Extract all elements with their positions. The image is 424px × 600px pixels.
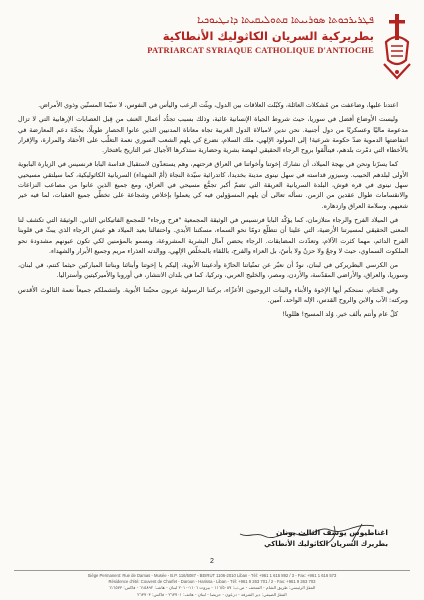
closing-greeting: كلّ عام وأنتم بألف خير. وُلد المسيح! هللويا! (282, 310, 398, 319)
letterhead (0, 0, 424, 96)
paragraph: كما يسرّنا ونحن في بهجة الميلاد، أن نشارك إخوتنا وأخواتنا في العراق فرحتهم، وهم يستعدّون لاستقبال قداسة البابا فرنسيس في الزيارة البابوية الأولى لبلدهم الحبيب. وسيزور قداسته في سهل نينوى مدينة بخديدا، كاتدرائية سيّدة النجاة (أمّ الشهداء) السريانية الكاثوليكية، كما سيلتقي مسيحيي سهل نينوى في قره قوش، البلدة السريانية العريقة التي تضمّ أكبر تجمُّع مسيحي في العراق، ومع جميع الذين عانوا من مصاعب النزاعات والانقسامات طوال عقدين من الزمن. نسأله تعالى أن يلهم المسؤولين فيه كي يعملوا بإخلاص وشجاعة على تخطّي جميع العقبات، لما فيه خير شعبهم، وسلامة العراق وازدهاره. (18, 160, 408, 210)
letterhead-footer (14, 570, 410, 599)
french-title: PATRIARCAT SYRIAQUE CATHOLIQUE D'ANTIOCHE (147, 45, 374, 55)
paragraph: وفي الختام، نمنحكم أيها الإخوة والأبناء والبنات الروحيون الأعزّاء، بركتنا الرسولية عربون محبّتنا الأبوية. ولتشملكم جميعاً نعمة الثالوث الأقدس وبركته: الآب والابن والروح القدس، الإله الواحد، آمين. (18, 285, 408, 305)
paragraph: في الميلاد الفرح والرجاء متلازمان، كما يؤكّد البابا فرنسيس في الوثيقة المجمعية "فرح ورجاء" للمجمع الفاتيكاني الثاني. الوثيقة التي تكشف لنا المعنى الحقيقي لمسيرتنا الأرضية، التي علينا أن نتطلّع دومًا نحو السماء، مسكننا الأبدي. واحتفالنا بعيد الميلاد هو عيش الرجاء الذي يبثّ في قلوبنا الفرح الدائم، مهما كثرت الآلام، وتعدّدت المضايقات. الرجاء يحضن آمال البشرية المشروعة، ويسمو بالمؤمنين لكي تكون عيونهم مشدودة نحو الملكوت السماوي، حيث لا وجعٌ ولا حزنٌ ولا بأسٌ، بل العزاء والفرح، باللقاء بالمخلّص الإلهي، ووالدته العذراء مريم وجميع الأبرار والشهداء. (18, 215, 408, 255)
signatory-name: اغناطيوس يوسف الثالث يونان (276, 528, 388, 537)
footer-summer-residence-ar: المقرّ الصيفي: دير الشرفة - درعون - حريصا - لبنان - هاتف: ٢٦٣٧٠١ - فاكس: ٢٦٣٧٠٣ (137, 591, 287, 597)
page-number: 2 (210, 558, 214, 565)
paragraph: من الكرسي البطريركي في لبنان، نودّ أن نعبّر عن تمنّياتنا الحارّة وأدعيتنا الأبوية، إليكم يا إخوتنا وأبنائنا وبناتنا المباركين حيثما كنتم، في لبنان، وسوريا، والعراق، والأراضي المقدّسة، والأردن، ومصر، والخليج العربي، وتركيا، كما في بلدان الانتشار، في أوروبا والأميركيتين وأستراليا. (18, 261, 408, 280)
paragraph: اعتدنا عليها، وضاعفت من مُشكلات العائلة، وكبّلت العلاقات بين الدول، وبثّت الرعب واليأس في النفوس، لا سيّما المسنّين وذوي الأمراض. (38, 101, 398, 109)
footer-address-ar: المقرّ الرئيسي: طريق الشام - المتحف - ص.ب: ١١٦/٥٠٨٧ - بيروت ١١٠٦-٢٠١٠ لبنان - هاتف: ٦١٥٨٩٢ - فاكس: ٦١٦٥٧٣ (108, 585, 316, 591)
patriarchate-emblem-icon (380, 12, 414, 82)
letterhead-titles (124, 14, 374, 56)
signatory-title: بطريرك السريان الكاثوليك الأنطاكي (264, 540, 388, 548)
footer-summer-residence-fr: Résidence d'été: Couvent de Charfet - Daroun - Harissa - Liban - Tél: +961 9 263 701 / 2 - Fax: +961 9 263 703 (108, 579, 316, 585)
signature-block (194, 520, 394, 560)
letter-body (18, 100, 408, 522)
arabic-title: بطريركية السريان الكاثوليك الأنطاكية (162, 29, 374, 43)
footer-address-fr: Siège Permanent: Rue de Damas - Musée - B.P. 116/5087 - BEIRUT 1106-2010 Liban - Tél: +961 1 615 892 / 3 - Fax: +961 1 616 573 (87, 573, 337, 578)
syriac-title: ܦܛܪܝܪܟܘܬܐ ܣܘܪܝܝܬܐ ܩܬܘܠܝܩܝܬܐ ܕܐܢܛܝܘܟܝܐ (197, 15, 374, 26)
paragraph: وليست الأوضاع أفضل في سوريا، حيث شروط الحياة الإنسانية غائبة، وذلك بسبب تجدُّد أعمال العنف من قِبل العصابات الإرهابية التي لا تزال مدعومة ماليًا وعسكريًا من دول أجنبية. نحن ندين لامبالاة الدول الغربية تجاه معاناة المدنيين الذين عانوا الحصار طويلًا، بحجّة دعم المعارضة في انتفاضتها الدموية ضدّ حكومة شرعية! إلى المولود الإلهي، ملك السلام، نضرع كي يلهم الشعب السوري نعمة التغلّب على الأحقاد والمرارة، والإقرار بالأخطاء التي دمّرت بلدهم، فيتألّقوا بروح الرجاء الحقيقي لنهضة بشرية وحضارية ستذكرها الأجيال عبر التاريخ بافتخار. (18, 115, 408, 155)
